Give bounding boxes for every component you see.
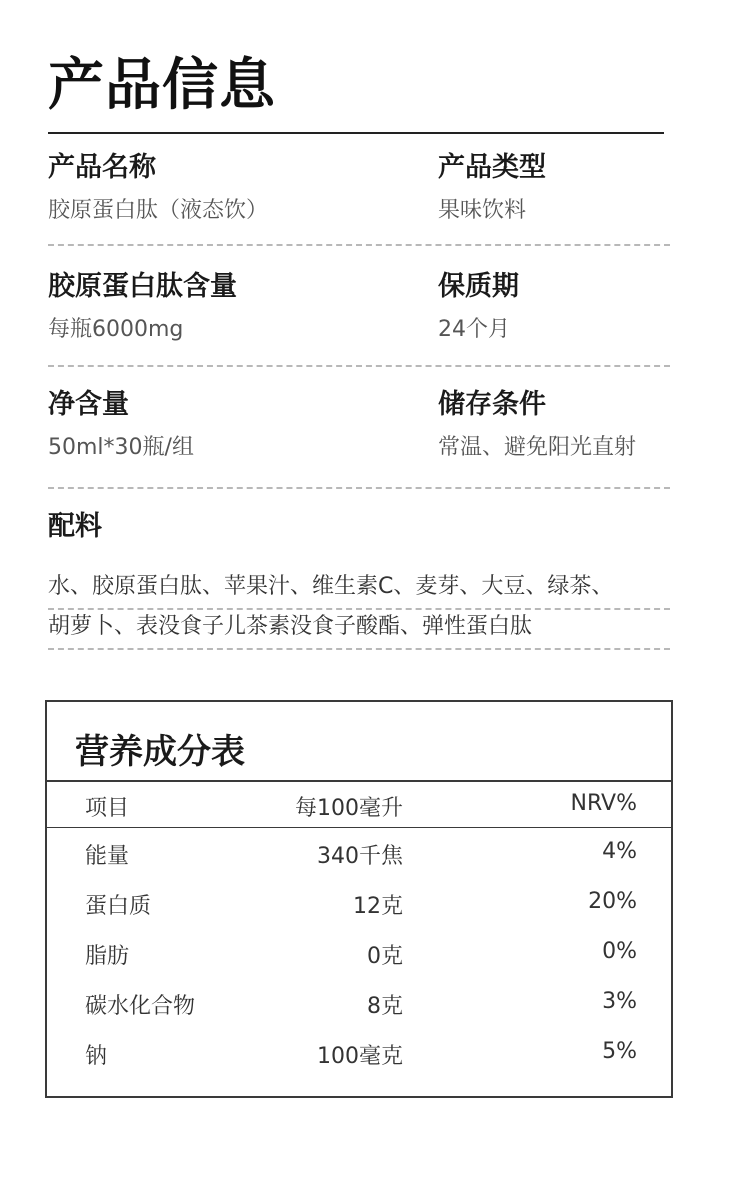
info-value: 每瓶6000mg [48, 317, 184, 343]
info-value: 胶原蛋白肽（液态饮） [48, 198, 269, 224]
info-value: 果味饮料 [438, 198, 527, 224]
info-value: 24个月 [438, 317, 510, 343]
row-per-100ml: 340千焦 [317, 844, 403, 869]
row-item: 碳水化合物 [85, 994, 196, 1019]
ingredients-line-2: 胡萝卜、表没食子儿茶素没食子酸酯、弹性蛋白肽 [48, 614, 533, 639]
info-label: 净含量 [48, 389, 129, 420]
dashed-divider [48, 365, 670, 367]
nutrition-title-rule [47, 780, 671, 782]
table-row [47, 939, 671, 975]
nutrition-title: 营养成分表 [75, 732, 245, 772]
row-per-100ml: 100毫克 [317, 1044, 403, 1069]
info-product-type [438, 152, 546, 225]
info-product-name [48, 152, 268, 225]
row-nrv: 3% [602, 989, 637, 1014]
info-label: 胶原蛋白肽含量 [48, 271, 237, 302]
header-item: 项目 [85, 796, 130, 821]
info-value: 常温、避免阳光直射 [438, 435, 637, 461]
row-item: 蛋白质 [85, 894, 152, 919]
info-label: 保质期 [438, 271, 519, 302]
row-per-100ml: 12克 [353, 894, 403, 919]
info-value: 50ml*30瓶/组 [48, 435, 194, 461]
info-storage [438, 389, 636, 462]
header-per-100ml: 每100毫升 [295, 796, 403, 821]
row-nrv: 4% [602, 839, 637, 864]
row-nrv: 0% [602, 939, 637, 964]
info-label: 产品类型 [438, 152, 546, 183]
ingredients-label: 配料 [48, 511, 102, 542]
info-label: 产品名称 [48, 152, 156, 183]
row-item: 能量 [85, 844, 130, 869]
row-nrv: 5% [602, 1039, 637, 1064]
info-label: 储存条件 [438, 389, 546, 420]
info-shelf-life [438, 271, 519, 344]
row-nrv: 20% [588, 889, 637, 914]
dashed-divider [48, 487, 670, 489]
table-row [47, 839, 671, 875]
dashed-divider [48, 608, 670, 610]
ingredients-line-1: 水、胶原蛋白肽、苹果汁、维生素C、麦芽、大豆、绿茶、 [48, 574, 614, 599]
table-row [47, 989, 671, 1025]
title-divider [48, 132, 664, 134]
page-title: 产品信息 [48, 53, 276, 118]
nutrition-table [45, 700, 673, 1098]
row-per-100ml: 8克 [367, 994, 403, 1019]
table-row [47, 1039, 671, 1075]
nutrition-header-row [47, 791, 671, 827]
info-net-content [48, 389, 194, 462]
header-nrv: NRV% [570, 791, 637, 816]
table-row [47, 889, 671, 925]
nutrition-header-rule [47, 827, 671, 828]
dashed-divider [48, 244, 670, 246]
row-item: 钠 [85, 1044, 108, 1069]
row-per-100ml: 0克 [367, 944, 403, 969]
row-item: 脂肪 [85, 944, 130, 969]
dashed-divider [48, 648, 670, 650]
info-collagen-content [48, 271, 237, 344]
